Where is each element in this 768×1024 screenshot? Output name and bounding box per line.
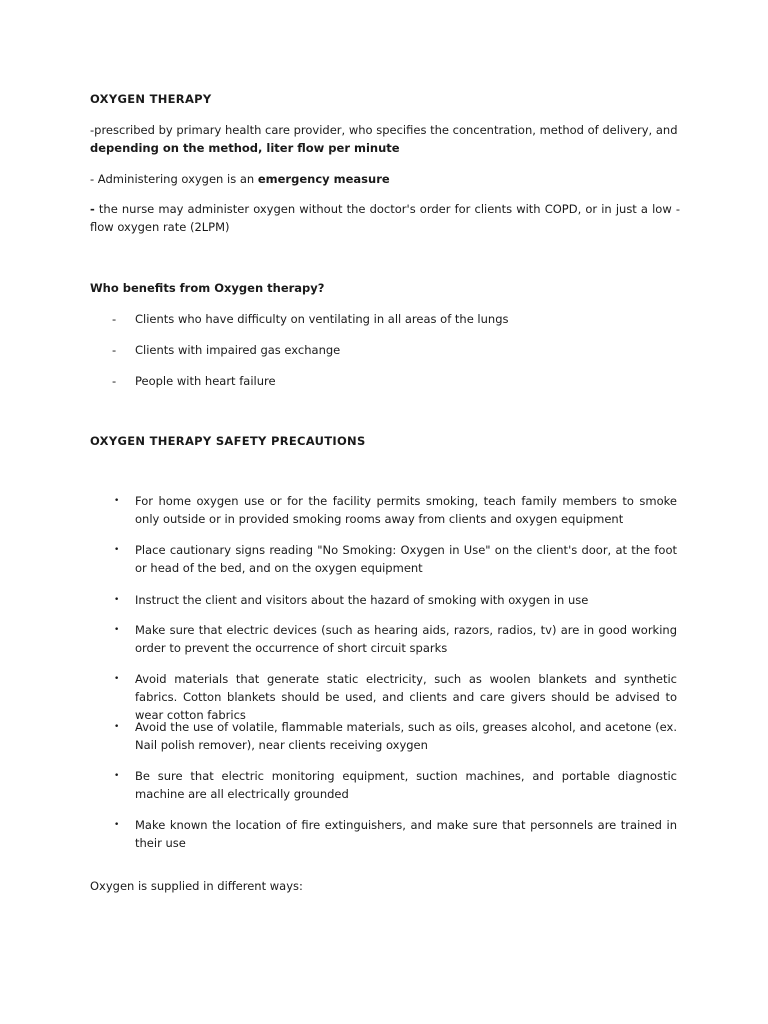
bullet-item-text: Be sure that electric monitoring equipment, suction machines, and portable diagnostic machine are all electrically grounded (135, 769, 677, 801)
bullet-item-text: Place cautionary signs reading "No Smoking: Oxygen in Use" on the client's door, at the foot or head of the bed, and on the oxygen equipment (135, 543, 677, 575)
emergency-paragraph (90, 170, 680, 188)
emergency-bold-text: emergency measure (257, 172, 390, 186)
bullet-icon: • (114, 820, 120, 830)
bullet-item-text: Avoid the use of volatile, flammable materials, such as oils, greases alcohol, and acetone (ex. Nail polish remover), near clients receiving oxygen (135, 720, 677, 752)
bullet-icon: • (114, 722, 120, 732)
dash-marker: - (112, 343, 117, 357)
bullet-icon: • (114, 545, 120, 555)
emergency-text: - Administering oxygen is an (90, 172, 258, 186)
bullet-item-text: For home oxygen use or for the facility permits smoking, teach family members to smoke only outside or in provided smoking rooms away from clients and oxygen equipment (135, 494, 677, 526)
page-title: OXYGEN THERAPY (90, 92, 212, 106)
bullet-item-text: Avoid materials that generate static electricity, such as woolen blankets and synthetic fabrics. Cotton blankets should be used, and clients and care givers should be advised to wear cotton fabrics (135, 672, 677, 722)
bullet-item-text: Make sure that electric devices (such as hearing aids, razors, radios, tv) are in good working order to prevent the occurrence of short circuit sparks (135, 623, 677, 655)
dash-marker: - (112, 312, 117, 326)
closing-text: Oxygen is supplied in different ways: (90, 879, 303, 893)
intro-bold-line: depending on the method, liter flow per minute (90, 141, 400, 155)
bullet-icon: • (114, 771, 120, 781)
benefits-heading: Who benefits from Oxygen therapy? (90, 281, 325, 295)
bullet-item-text: Instruct the client and visitors about the hazard of smoking with oxygen in use (135, 593, 589, 607)
bullet-icon: • (114, 496, 120, 506)
intro-paragraph (90, 121, 680, 157)
bullet-item-text: Make known the location of fire extinguishers, and make sure that personnels are trained in their use (135, 818, 677, 850)
list-item-text: Clients with impaired gas exchange (135, 343, 341, 357)
intro-line: -prescribed by primary health care provider, who specifies the concentration, method of delivery, and (90, 123, 678, 137)
bullet-icon: • (114, 674, 120, 684)
document-page (90, 0, 680, 1024)
list-item-text: People with heart failure (135, 374, 276, 388)
list-item-text: Clients who have difficulty on ventilating in all areas of the lungs (135, 312, 509, 326)
nurse-text: the nurse may administer oxygen without the doctor's order for clients with COPD, or in just a low -flow oxygen rate (2LPM) (90, 202, 680, 234)
dash-marker: - (112, 374, 117, 388)
safety-heading: OXYGEN THERAPY SAFETY PRECAUTIONS (90, 434, 366, 448)
bullet-icon: • (114, 625, 120, 635)
bullet-icon: • (114, 595, 120, 605)
nurse-paragraph (90, 200, 680, 236)
nurse-dash: - (90, 202, 95, 216)
